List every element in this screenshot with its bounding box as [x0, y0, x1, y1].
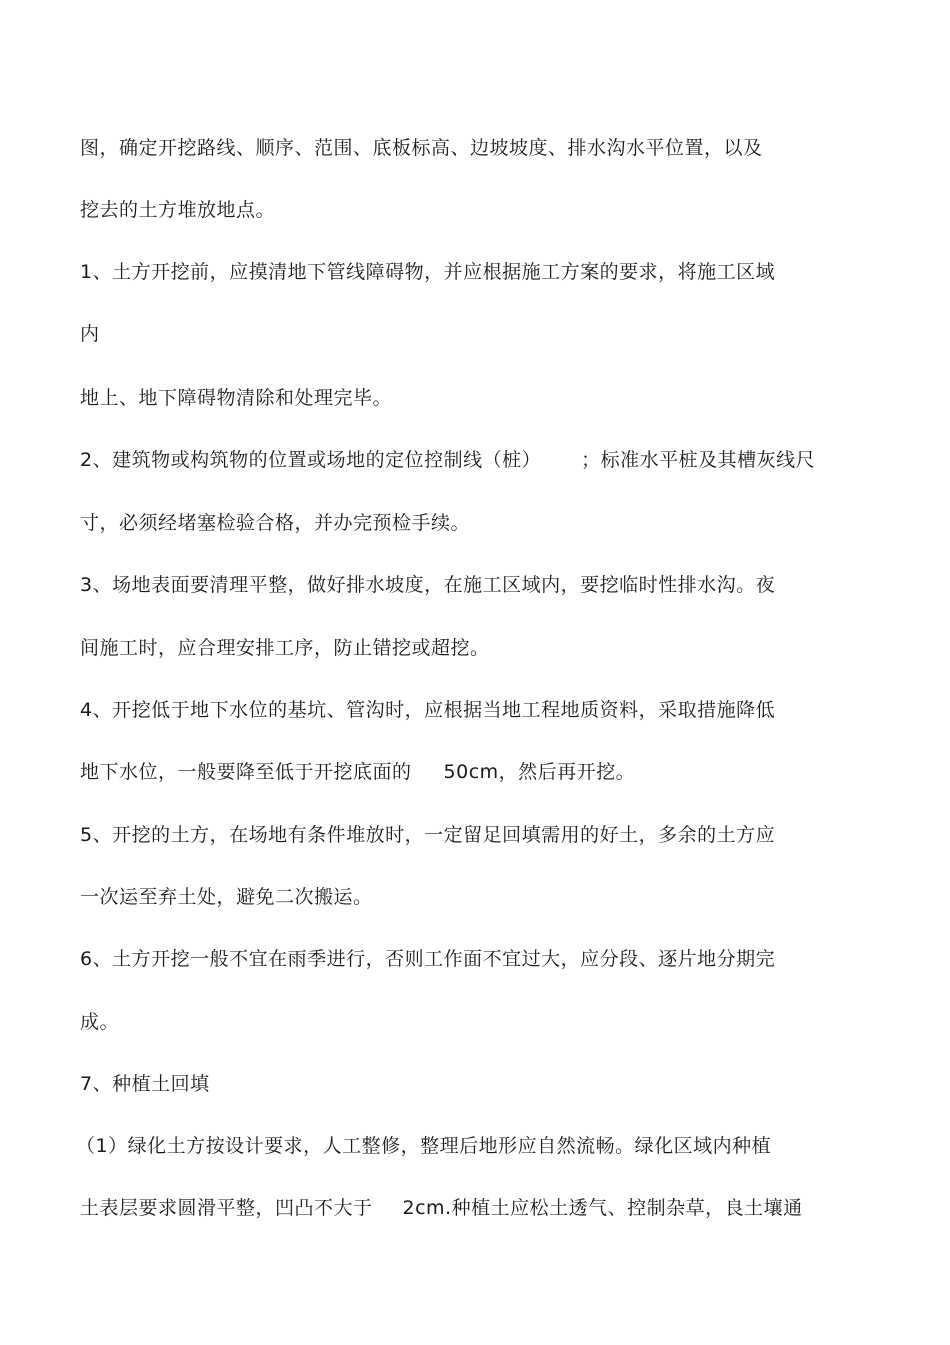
text-line — [80, 1196, 803, 1220]
text-span: 挖去的土方堆放地点。 — [80, 199, 276, 221]
text-line — [80, 322, 100, 346]
text-span: ，然后再开挖。 — [498, 761, 636, 783]
text-span: 间施工时，应合理安排工序，防止错挖或超挖。 — [80, 637, 490, 659]
text-line — [80, 198, 275, 222]
text-line — [80, 947, 775, 971]
text-span: 6、土方开挖一般不宜在雨季进行，否则工作面不宜过大，应分段、逐片地分期完 — [80, 948, 776, 970]
text-line — [80, 1072, 210, 1096]
text-line — [80, 760, 635, 784]
text-span: 1、土方开挖前，应摸清地下管线障碍物，并应根据施工方案的要求，将施工区域 — [80, 261, 776, 283]
text-span: 50cm — [443, 761, 499, 783]
text-line — [80, 573, 775, 597]
text-line — [80, 511, 470, 535]
text-span: 3、场地表面要清理平整，做好排水坡度，在施工区域内，要挖临时性排水沟。夜 — [80, 574, 776, 596]
text-span: ；标准水平桩及其槽灰线尺 — [581, 449, 816, 471]
text-line — [80, 885, 373, 909]
text-line — [80, 823, 775, 847]
text-span: 地上、地下障碍物清除和处理完毕。 — [80, 387, 393, 409]
text-span: 地下水位，一般要降至低于开挖底面的 — [80, 761, 412, 783]
text-span: 5、开挖的土方，在场地有条件堆放时，一定留足回填需用的好土，多余的土方应 — [80, 824, 776, 846]
text-span: 2、建筑物或构筑物的位置或场地的定位控制线（桩） — [80, 449, 542, 471]
text-line — [80, 698, 775, 722]
text-line — [80, 136, 763, 160]
text-line — [80, 386, 392, 410]
text-span: 2cm. — [402, 1197, 452, 1219]
text-span: 图，确定开挖路线、顺序、范围、底板标高、边坡坡度、排水沟水平位置，以及 — [80, 137, 763, 159]
text-line — [80, 448, 815, 472]
text-span: （1）绿化土方按设计要求，人工整修，整理后地形应自然流畅。绿化区域内种植 — [76, 1135, 772, 1157]
text-span: 内 — [80, 323, 100, 345]
text-span: 种植土应松土透气、控制杂草，良土壤通 — [451, 1197, 803, 1219]
text-span: 4、开挖低于地下水位的基坑、管沟时，应根据当地工程地质资料，采取措施降低 — [80, 699, 776, 721]
text-line — [80, 636, 490, 660]
text-line — [80, 1010, 119, 1034]
text-line — [76, 1134, 771, 1158]
text-span: 7、种植土回填 — [80, 1073, 210, 1095]
text-line — [80, 260, 775, 284]
text-span: 土表层要求圆滑平整，凹凸不大于 — [80, 1197, 373, 1219]
text-span: 寸，必须经堵塞检验合格，并办完预检手续。 — [80, 512, 471, 534]
text-span: 一次运至弃土处，避免二次搬运。 — [80, 886, 373, 908]
text-span: 成。 — [80, 1011, 120, 1033]
